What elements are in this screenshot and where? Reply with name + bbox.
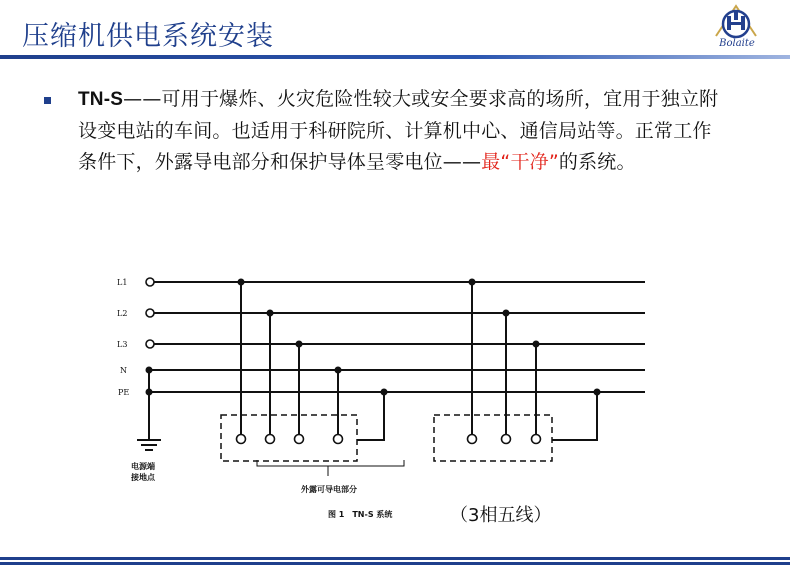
label-n: N [120, 366, 127, 375]
body-paragraph [78, 84, 728, 179]
figure-caption: 图 1 TN-S 系统 [328, 510, 393, 519]
label-l3: L3 [117, 340, 128, 349]
paragraph-text: ——可用于爆炸、火灾危险性较大或安全要求高的场所，宜用于独立附设变电站的车间。也适用于科研院所、计算机中心、通信局站等。正常工作条件下，外露导电部分和保护导体呈零电位—— [78, 88, 719, 173]
label-pe: PE [118, 388, 130, 397]
tn-s-diagram [100, 262, 660, 532]
page-title: 压缩机供电系统安装 [22, 21, 274, 52]
footer-divider [0, 557, 790, 565]
bullet-icon [44, 97, 51, 104]
term-bold: TN-S [78, 89, 124, 110]
ground-label-1: 电源端 [131, 462, 155, 471]
label-l1: L1 [117, 278, 128, 287]
exposed-label: 外露可导电部分 [301, 485, 357, 494]
highlight-text: 最“干净” [481, 151, 559, 173]
caption-extra: （3相五线） [450, 505, 552, 526]
ground-label-2: 接地点 [131, 473, 155, 482]
logo-text: Bolaite [719, 38, 755, 49]
header-divider [0, 55, 790, 59]
label-l2: L2 [117, 309, 128, 318]
paragraph-text-end: 的系统。 [558, 151, 636, 173]
